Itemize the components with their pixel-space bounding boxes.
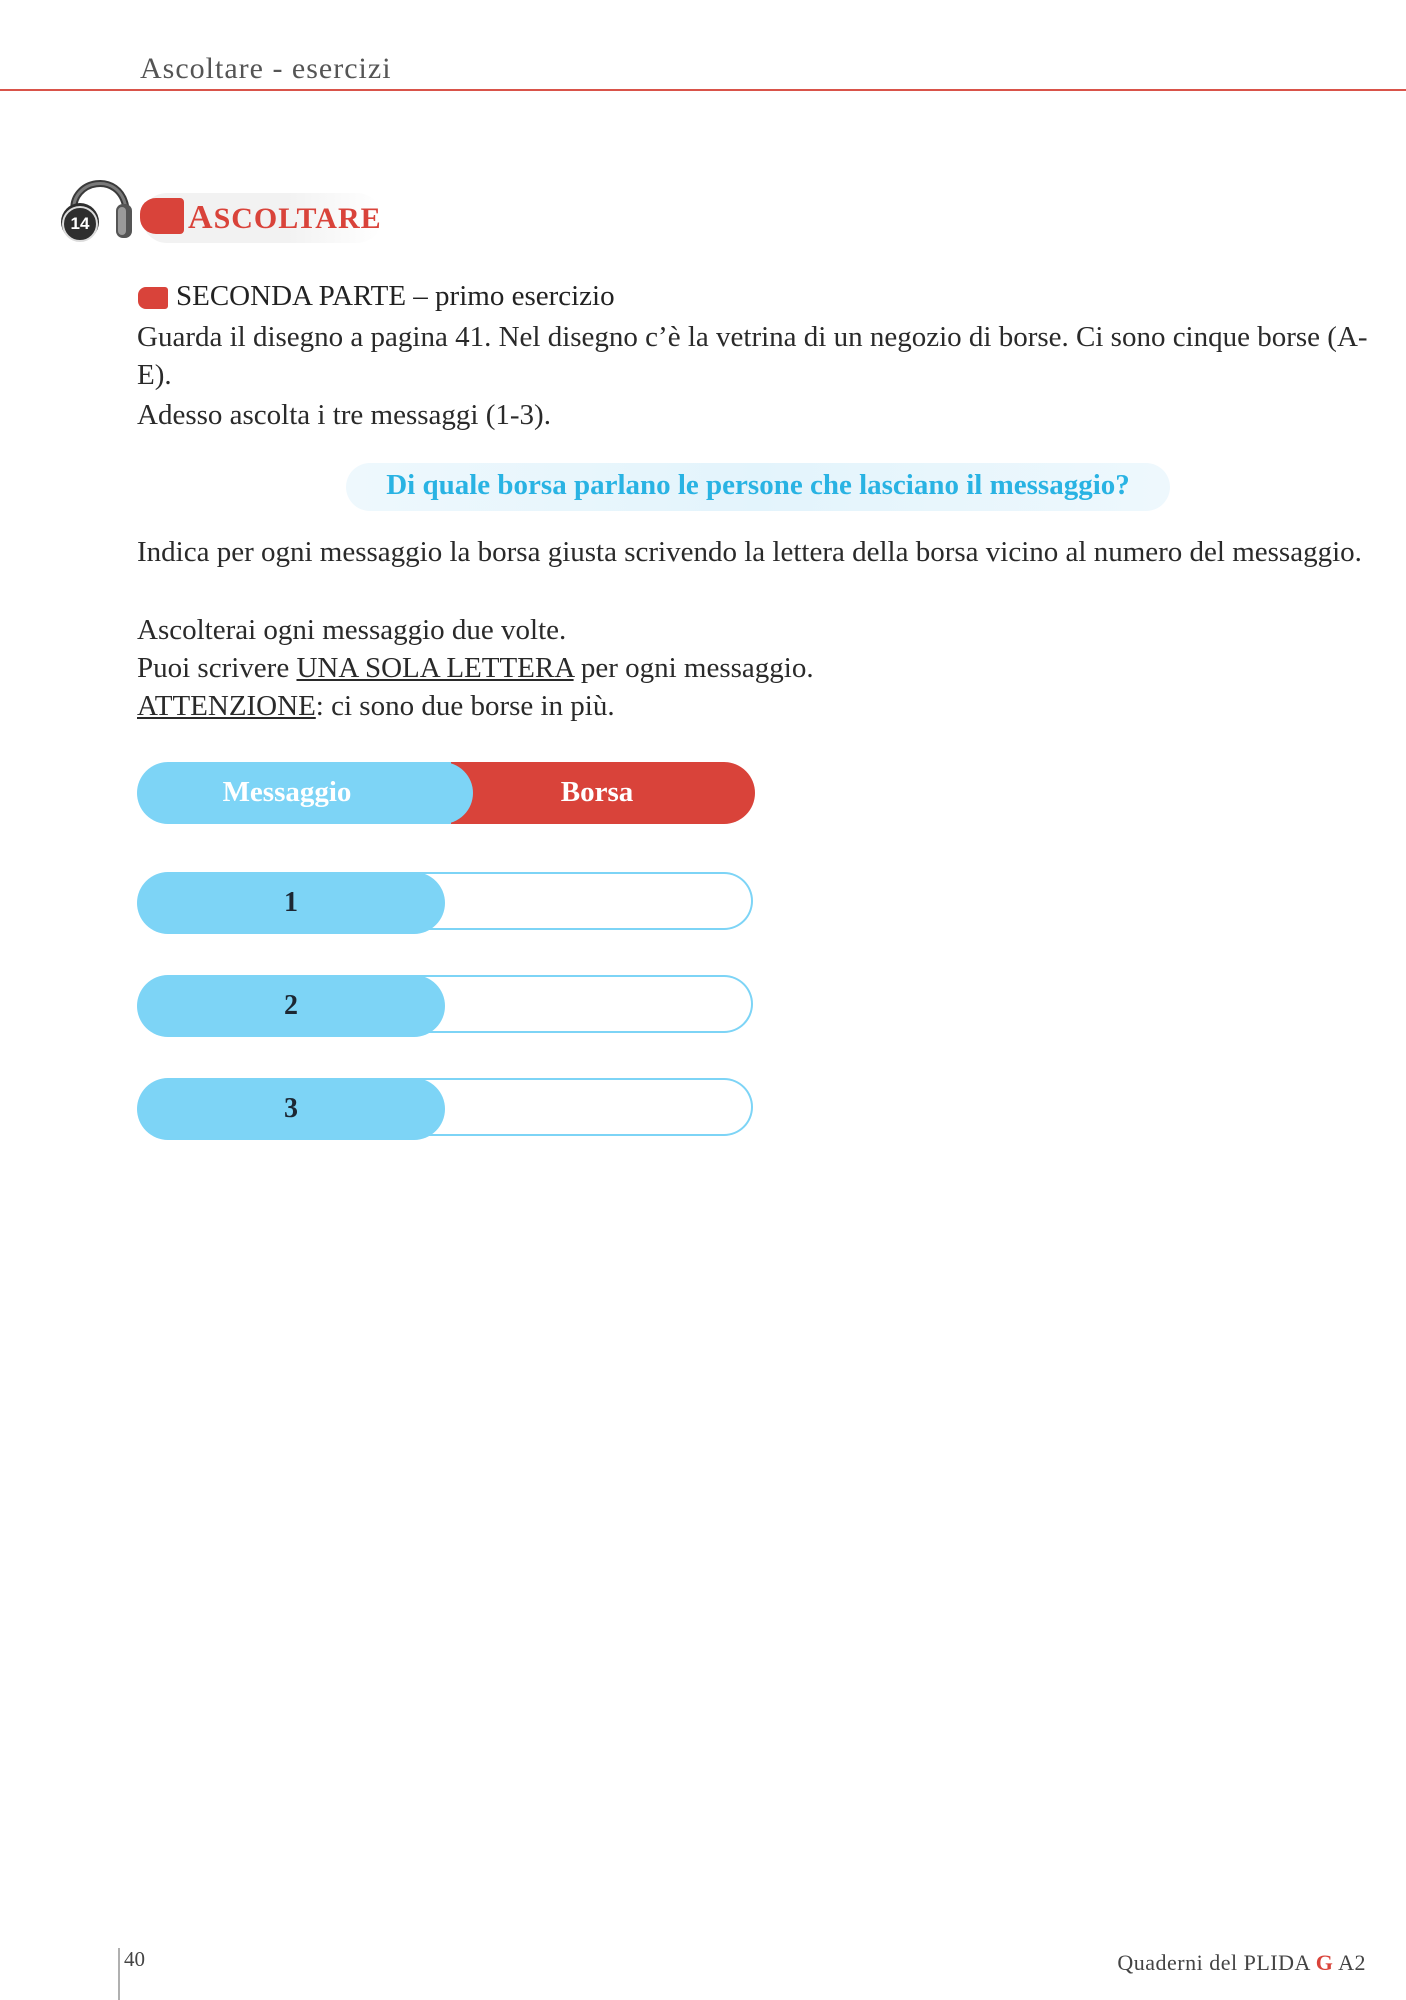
one-letter-pre: Puoi scrivere <box>137 652 297 684</box>
level-label: A2 <box>1338 1950 1366 1975</box>
message-number: 3 <box>137 1078 445 1140</box>
series-name: Quaderni del PLIDA <box>1117 1950 1310 1975</box>
subtitle-marker <box>138 287 168 309</box>
section-title-initial: A <box>188 199 214 236</box>
exercise-warning <box>137 687 615 725</box>
answer-row <box>137 1078 755 1140</box>
exercise-one-letter <box>137 649 814 687</box>
answer-row <box>137 872 755 934</box>
section-marker <box>140 198 184 234</box>
answer-table-header <box>137 762 755 824</box>
footer-series <box>1117 1950 1366 1976</box>
footer-rule <box>118 1948 120 2000</box>
one-letter-post: per ogni messaggio. <box>573 652 814 684</box>
header-bag-label: Borsa <box>560 776 634 808</box>
warning-underlined: ATTENZIONE <box>137 690 316 722</box>
plida-logo-icon: G <box>1315 1950 1334 1975</box>
exercise-listen: Adesso ascolta i tre messaggi (1-3). <box>137 399 551 431</box>
message-number: 2 <box>137 975 445 1037</box>
track-number-badge <box>62 206 98 242</box>
warning-post: : ci sono due borse in più. <box>315 690 615 722</box>
header-rule <box>0 89 1406 91</box>
track-number: 14 <box>70 214 90 233</box>
exercise-subtitle: SECONDA PARTE – primo esercizio <box>176 280 615 312</box>
answer-row <box>137 975 755 1037</box>
one-letter-underlined: UNA SOLA LETTERA <box>296 652 574 684</box>
message-number: 1 <box>137 872 445 934</box>
exercise-question: Di quale borsa parlano le persone che lasciano il messaggio? <box>386 469 1130 501</box>
section-title-rest: SCOLTARE <box>213 202 382 235</box>
page-number: 40 <box>124 1947 145 1971</box>
exercise-twice: Ascolterai ogni messaggio due volte. <box>137 614 567 646</box>
running-header: Ascoltare - esercizi <box>140 52 392 85</box>
exercise-intro: Guarda il disegno a pagina 41. Nel disegno c’è la vetrina di un negozio di borse. Ci sono cinque borse (A-E). <box>137 321 1368 391</box>
exercise-instruction: Indica per ogni messaggio la borsa giusta scrivendo la lettera della borsa vicino al numero del messaggio. <box>137 536 1362 568</box>
section-title <box>188 199 382 237</box>
header-message-label: Messaggio <box>222 776 352 808</box>
